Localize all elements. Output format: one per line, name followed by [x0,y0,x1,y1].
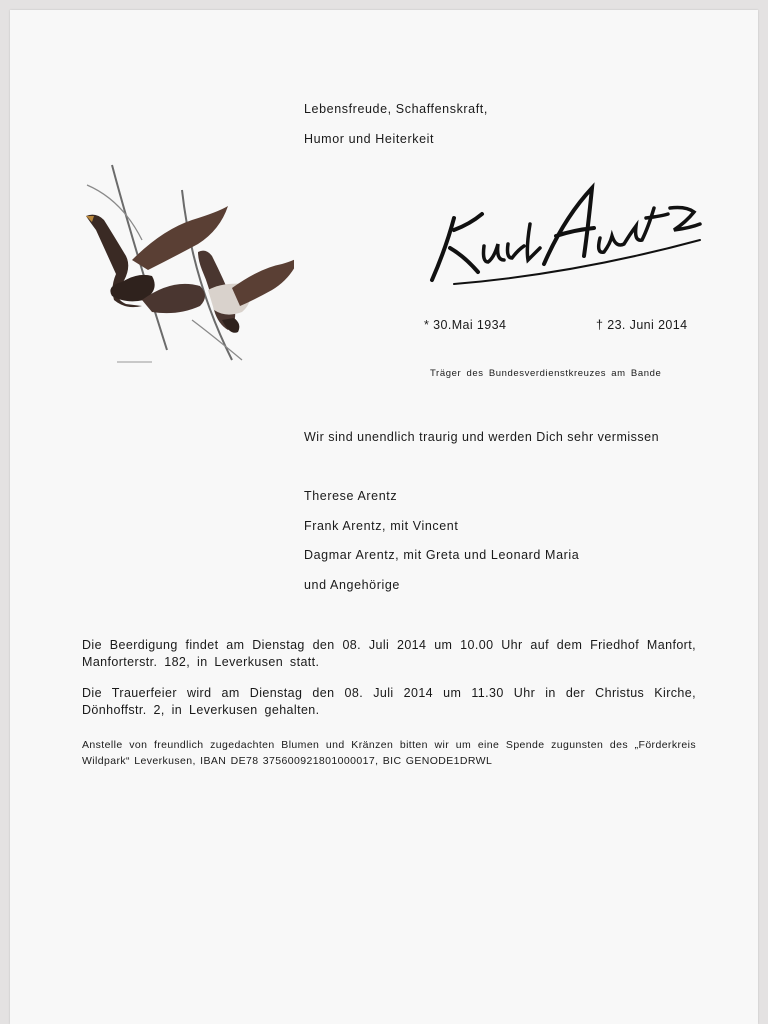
motto-line-1: Lebensfreude, Schaffenskraft, [304,102,488,116]
award-line: Träger des Bundesverdienstkreuzes am Bande [430,368,662,379]
death-date: † 23. Juni 2014 [596,318,688,332]
motto-line-2: Humor und Heiterkeit [304,132,435,146]
memorial-service-paragraph: Die Trauerfeier wird am Dienstag den 08. Juli 2014 um 11.30 Uhr in der Christus Kirche, Dönhoffstr. 2, in Leverkusen gehalten. [82,686,696,717]
family-line: Therese Arentz [304,489,398,503]
birth-date: * 30.Mai 1934 [424,318,507,332]
family-line: Dagmar Arentz, mit Greta und Leonard Maria [304,548,580,562]
family-line: und Angehörige [304,578,400,592]
document-page [10,10,758,1024]
sorrow-line: Wir sind unendlich traurig und werden Dich sehr vermissen [304,430,660,444]
donation-paragraph: Anstelle von freundlich zugedachten Blumen und Kränzen bitten wir um eine Spende zugunsten des „Förderkreis Wildpark“ Leverkusen, IBAN DE78 375600921801000017, BIC GENODE1DRWL [82,739,696,767]
flying-ducks-image [82,160,294,364]
funeral-paragraph: Die Beerdigung findet am Dienstag den 08. Juli 2014 um 10.00 Uhr auf dem Friedhof Manfort, Manforterstr. 182, in Leverkusen statt. [82,638,696,669]
family-line: Frank Arentz, mit Vincent [304,519,459,533]
signature-image [424,178,704,286]
